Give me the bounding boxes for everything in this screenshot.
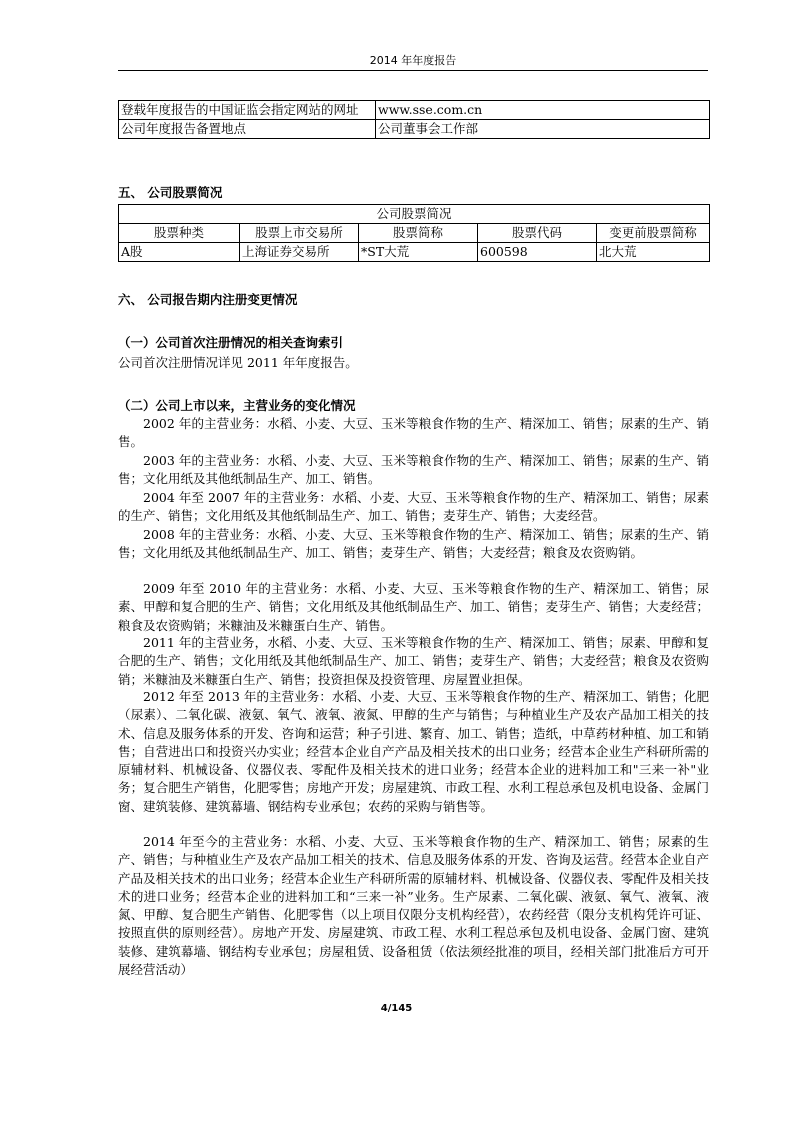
table-row <box>119 243 710 262</box>
table-cell: 600598 <box>478 243 597 262</box>
table-cell: A股 <box>119 243 240 262</box>
table-cell: 登载年度报告的中国证监会指定网站的网址 <box>119 101 376 120</box>
paragraph: 2014 年至今的主营业务：水稻、小麦、大豆、玉米等粮食作物的生产、精深加工、销售；尿素的生产、销售；与种植业生产及农产品加工相关的技术、信息及服务体系的开发、咨询及运营。经营本企业自产产品及相关技术的出口业务；经营本企业生产科研所需的原辅材料、机械设备、仪器仪表、零配件及相关技术的进口业务；经营本企业的进料加工和“三来一补”业务。生产尿素、二氧化碳、液氨、氧气、液氧、液氮、甲醇、复合肥生产销售、化肥零售（以上项目仅限分支机构经营），农药经营（限分支机构凭许可证、按照直供的原则经营）。房地产开发、房屋建筑、市政工程、水利工程总承包及机电设备、金属门窗、建筑装修、建筑幕墙、钢结构专业承包；房屋租赁、设备租赁（依法须经批准的项目，经相关部门批准后方可开展经营活动） <box>118 834 709 978</box>
column-header: 股票种类 <box>119 224 240 243</box>
table-cell: 上海证券交易所 <box>240 243 359 262</box>
paragraph: 2003 年的主营业务：水稻、小麦、大豆、玉米等粮食作物的生产、精深加工、销售；尿素的生产、销售；文化用纸及其他纸制品生产、加工、销售。 <box>118 453 709 487</box>
page-header: 2014 年年度报告 <box>369 54 457 67</box>
table-cell: *ST大荒 <box>359 243 478 262</box>
website-info-table <box>118 100 710 139</box>
stock-info-table <box>118 204 710 262</box>
section-heading: 六、 公司报告期内注册变更情况 <box>118 292 298 307</box>
page-number: 4/145 <box>380 1003 413 1014</box>
paragraph: 2002 年的主营业务：水稻、小麦、大豆、玉米等粮食作物的生产、精深加工、销售；尿素的生产、销售。 <box>118 416 709 450</box>
table-cell: 北大荒 <box>597 243 710 262</box>
table-title: 公司股票简况 <box>119 205 710 224</box>
header-rule <box>118 70 708 71</box>
table-header-row <box>119 224 710 243</box>
paragraph: 2012 年至 2013 年的主营业务：水稻、小麦、大豆、玉米等粮食作物的生产、精深加工、销售；化肥（尿素）、二氧化碳、液氨、氧气、液氧、液氮、甲醇的生产与销售；与种植业生产及农产品加工相关的技术、信息及服务体系的开发、咨询和运营；种子引进、繁育、加工、销售；造纸，中草药材种植、加工和销售；自营进出口和投资兴办实业；经营本企业自产产品及相关技术的出口业务；经营本企业生产科研所需的原辅材料、机械设备、仪器仪表、零配件及相关技术的进口业务；经营本企业的进料加工和"三来一补"业务；复合肥生产销售，化肥零售；房地产开发；房屋建筑、市政工程、水利工程总承包及机电设备、金属门窗、建筑装修、建筑幕墙、钢结构专业承包；农药的采购与销售等。 <box>118 689 709 814</box>
column-header: 变更前股票简称 <box>597 224 710 243</box>
table-title-row <box>119 205 710 224</box>
table-cell: 公司年度报告备置地点 <box>119 120 376 139</box>
paragraph: 2004 年至 2007 年的主营业务：水稻、小麦、大豆、玉米等粮食作物的生产、精深加工、销售；尿素的生产、销售；文化用纸及其他纸制品生产、加工、销售；麦芽生产、销售；大麦经营。 <box>118 490 709 524</box>
table-cell: www.sse.com.cn <box>376 101 710 120</box>
paragraph: 2011 年的主营业务，水稻、小麦、大豆、玉米等粮食作物的生产、精深加工、销售；尿素、甲醇和复合肥的生产、销售；文化用纸及其他纸制品生产、加工、销售；麦芽生产、销售；大麦经营；粮食及农资购销；米糠油及米糠蛋白生产、销售；投资担保及投资管理、房屋置业担保。 <box>118 635 709 687</box>
section-heading: 五、 公司股票简况 <box>118 185 223 200</box>
table-cell: 公司董事会工作部 <box>376 120 710 139</box>
subsection-heading: （二）公司上市以来，主营业务的变化情况 <box>118 398 356 413</box>
column-header: 股票简称 <box>359 224 478 243</box>
table-row <box>119 120 710 139</box>
paragraph: 2008 年的主营业务：水稻、小麦、大豆、玉米等粮食作物的生产、精深加工、销售；尿素的生产、销售；文化用纸及其他纸制品生产、加工、销售；麦芽生产、销售；大麦经营；粮食及农资购销。 <box>118 527 709 561</box>
column-header: 股票上市交易所 <box>240 224 359 243</box>
subsection-heading: （一）公司首次注册情况的相关查询索引 <box>118 335 344 350</box>
paragraph: 2009 年至 2010 年的主营业务：水稻、小麦、大豆、玉米等粮食作物的生产、精深加工、销售；尿素、甲醇和复合肥的生产、销售；文化用纸及其他纸制品生产、加工、销售；麦芽生产、销售；大麦经营；粮食及农资购销；米糠油及米糠蛋白生产、销售。 <box>118 581 709 633</box>
body-text: 公司首次注册情况详见 2011 年年度报告。 <box>118 355 358 370</box>
table-row <box>119 101 710 120</box>
column-header: 股票代码 <box>478 224 597 243</box>
